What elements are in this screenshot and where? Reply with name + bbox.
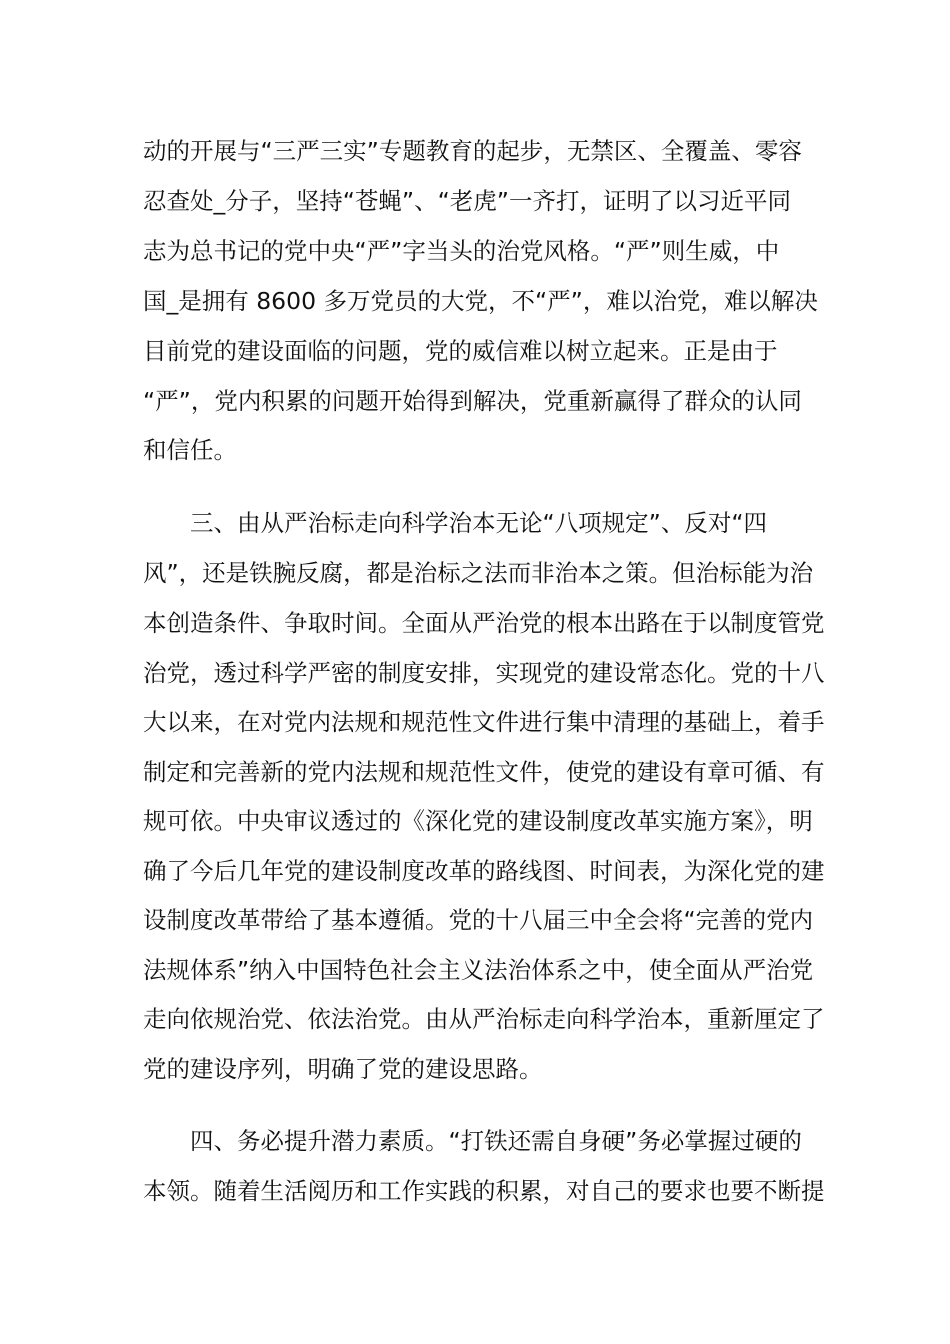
paragraph-2-line-7: 规可依。中央审议透过的《深化党的建设制度改革实施方案》，明 [143,807,813,835]
paragraph-2-line-1: 三、由从严治标走向科学治本无论“八项规定”、反对“四 [190,509,768,537]
paragraph-1-line-7: 和信任。 [143,436,237,464]
paragraph-2-line-3: 本创造条件、争取时间。全面从严治党的根本出路在于以制度管党 [143,609,825,637]
paragraph-1-line-6: “严”，党内积累的问题开始得到解决，党重新赢得了群众的认同 [143,387,802,415]
paragraph-3-line-1: 四、务必提升潜力素质。“打铁还需自身硬”务必掌握过硬的 [190,1127,802,1155]
paragraph-2-line-12: 党的建设序列，明确了党的建设思路。 [143,1055,543,1083]
paragraph-1-line-2: 忍查处_分子，坚持“苍蝇”、“老虎”一齐打，证明了以习近平同 [143,187,791,215]
paragraph-2-line-9: 设制度改革带给了基本遵循。党的十八届三中全会将“完善的党内 [143,906,814,934]
paragraph-1-line-1: 动的开展与“三严三实”专题教育的起步，无禁区、全覆盖、零容 [143,137,802,165]
paragraph-2-line-6: 制定和完善新的党内法规和规范性文件，使党的建设有章可循、有 [143,758,825,786]
paragraph-1-line-5: 目前党的建设面临的问题，党的威信难以树立起来。正是由于 [143,337,778,365]
paragraph-1-line-4: 国_是拥有 8600 多万党员的大党，不“严”，难以治党，难以解决 [143,287,818,315]
paragraph-2-line-2: 风”，还是铁腕反腐，都是治标之法而非治本之策。但治标能为治 [143,559,814,587]
paragraph-3-line-2: 本领。随着生活阅历和工作实践的积累，对自己的要求也要不断提 [143,1177,825,1205]
paragraph-2-line-8: 确了今后几年党的建设制度改革的路线图、时间表，为深化党的建 [143,857,825,885]
paragraph-2-line-10: 法规体系”纳入中国特色社会主义法治体系之中，使全面从严治党 [143,956,814,984]
paragraph-1-line-3: 志为总书记的党中央“严”字当头的治党风格。“严”则生威，中 [143,237,780,265]
paragraph-2-line-11: 走向依规治党、依法治党。由从严治标走向科学治本，重新厘定了 [143,1005,825,1033]
paragraph-2-line-4: 治党，透过科学严密的制度安排，实现党的建设常态化。党的十八 [143,659,825,687]
paragraph-2-line-5: 大以来，在对党内法规和规范性文件进行集中清理的基础上，着手 [143,708,825,736]
